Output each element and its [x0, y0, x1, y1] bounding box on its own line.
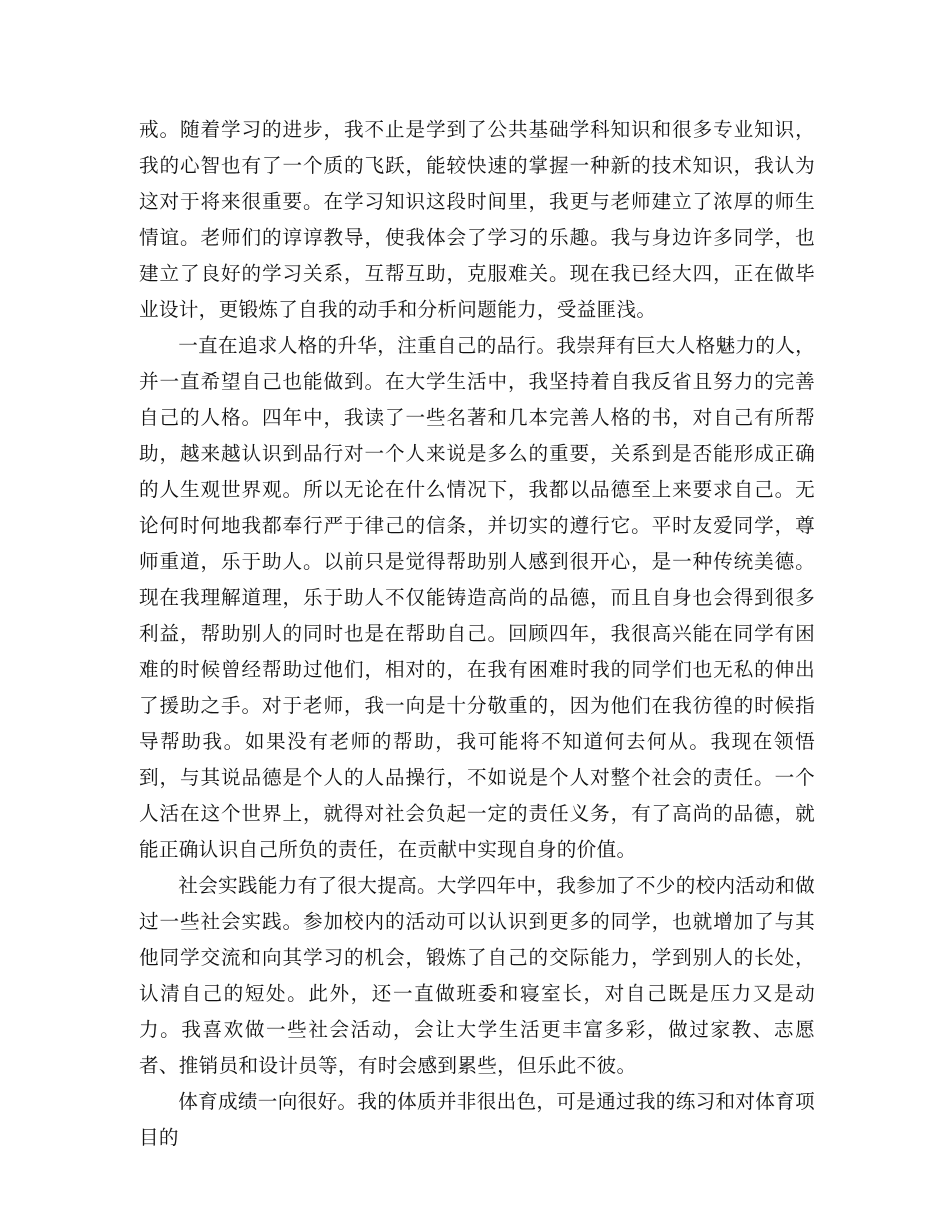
paragraph-study-progress: 戒。随着学习的进步，我不止是学到了公共基础学科知识和很多专业知识，我的心智也有了一个质的飞跃，能较快速的掌握一种新的技术知识，我认为这对于将来很重要。在学习知识这段时间里，我更与老师建立了浓厚的师生情谊。老师们的谆谆教导，使我体会了学习的乐趣。我与身边许多同学，也建立了良好的学习关系，互帮互助，克服难关。现在我已经大四，正在做毕业设计，更锻炼了自我的动手和分析问题能力，受益匪浅。	[139, 118, 815, 321]
paragraph-sports: 体育成绩一向很好。我的体质并非很出色，可是通过我的练习和对体育项目的	[139, 1090, 815, 1149]
document-page	[139, 112, 815, 1156]
paragraph-social-practice: 社会实践能力有了很大提高。大学四年中，我参加了不少的校内活动和做过一些社会实践。参加校内的活动可以认识到更多的同学，也就增加了与其他同学交流和向其学习的机会，锻炼了自己的交际能力，学到别人的长处，认清自己的短处。此外，还一直做班委和寝室长，对自己既是压力又是动力。我喜欢做一些社会活动，会让大学生活更丰富多彩，做过家教、志愿者、推销员和设计员等，有时会感到累些，但乐此不彼。	[139, 874, 815, 1077]
paragraph-character: 一直在追求人格的升华，注重自己的品行。我崇拜有巨大人格魅力的人，并一直希望自己也能做到。在大学生活中，我坚持着自我反省且努力的完善自己的人格。四年中，我读了一些名著和几本完善人格的书，对自己有所帮助，越来越认识到品行对一个人来说是多么的重要，关系到是否能形成正确的人生观世界观。所以无论在什么情况下，我都以品德至上来要求自己。无论何时何地我都奉行严于律己的信条，并切实的遵行它。平时友爱同学，尊师重道，乐于助人。以前只是觉得帮助别人感到很开心，是一种传统美德。现在我理解道理，乐于助人不仅能铸造高尚的品德，而且自身也会得到很多利益，帮助别人的同时也是在帮助自己。回顾四年，我很高兴能在同学有困难的时候曾经帮助过他们，相对的，在我有困难时我的同学们也无私的伸出了援助之手。对于老师，我一向是十分敬重的，因为他们在我彷徨的时候指导帮助我。如果没有老师的帮助，我可能将不知道何去何从。我现在领悟到，与其说品德是个人的人品操行，不如说是个人对整个社会的责任。一个人活在这个世界上，就得对社会负起一定的责任义务，有了高尚的品德，就能正确认识自己所负的责任，在贡献中实现自身的价值。	[139, 334, 815, 861]
